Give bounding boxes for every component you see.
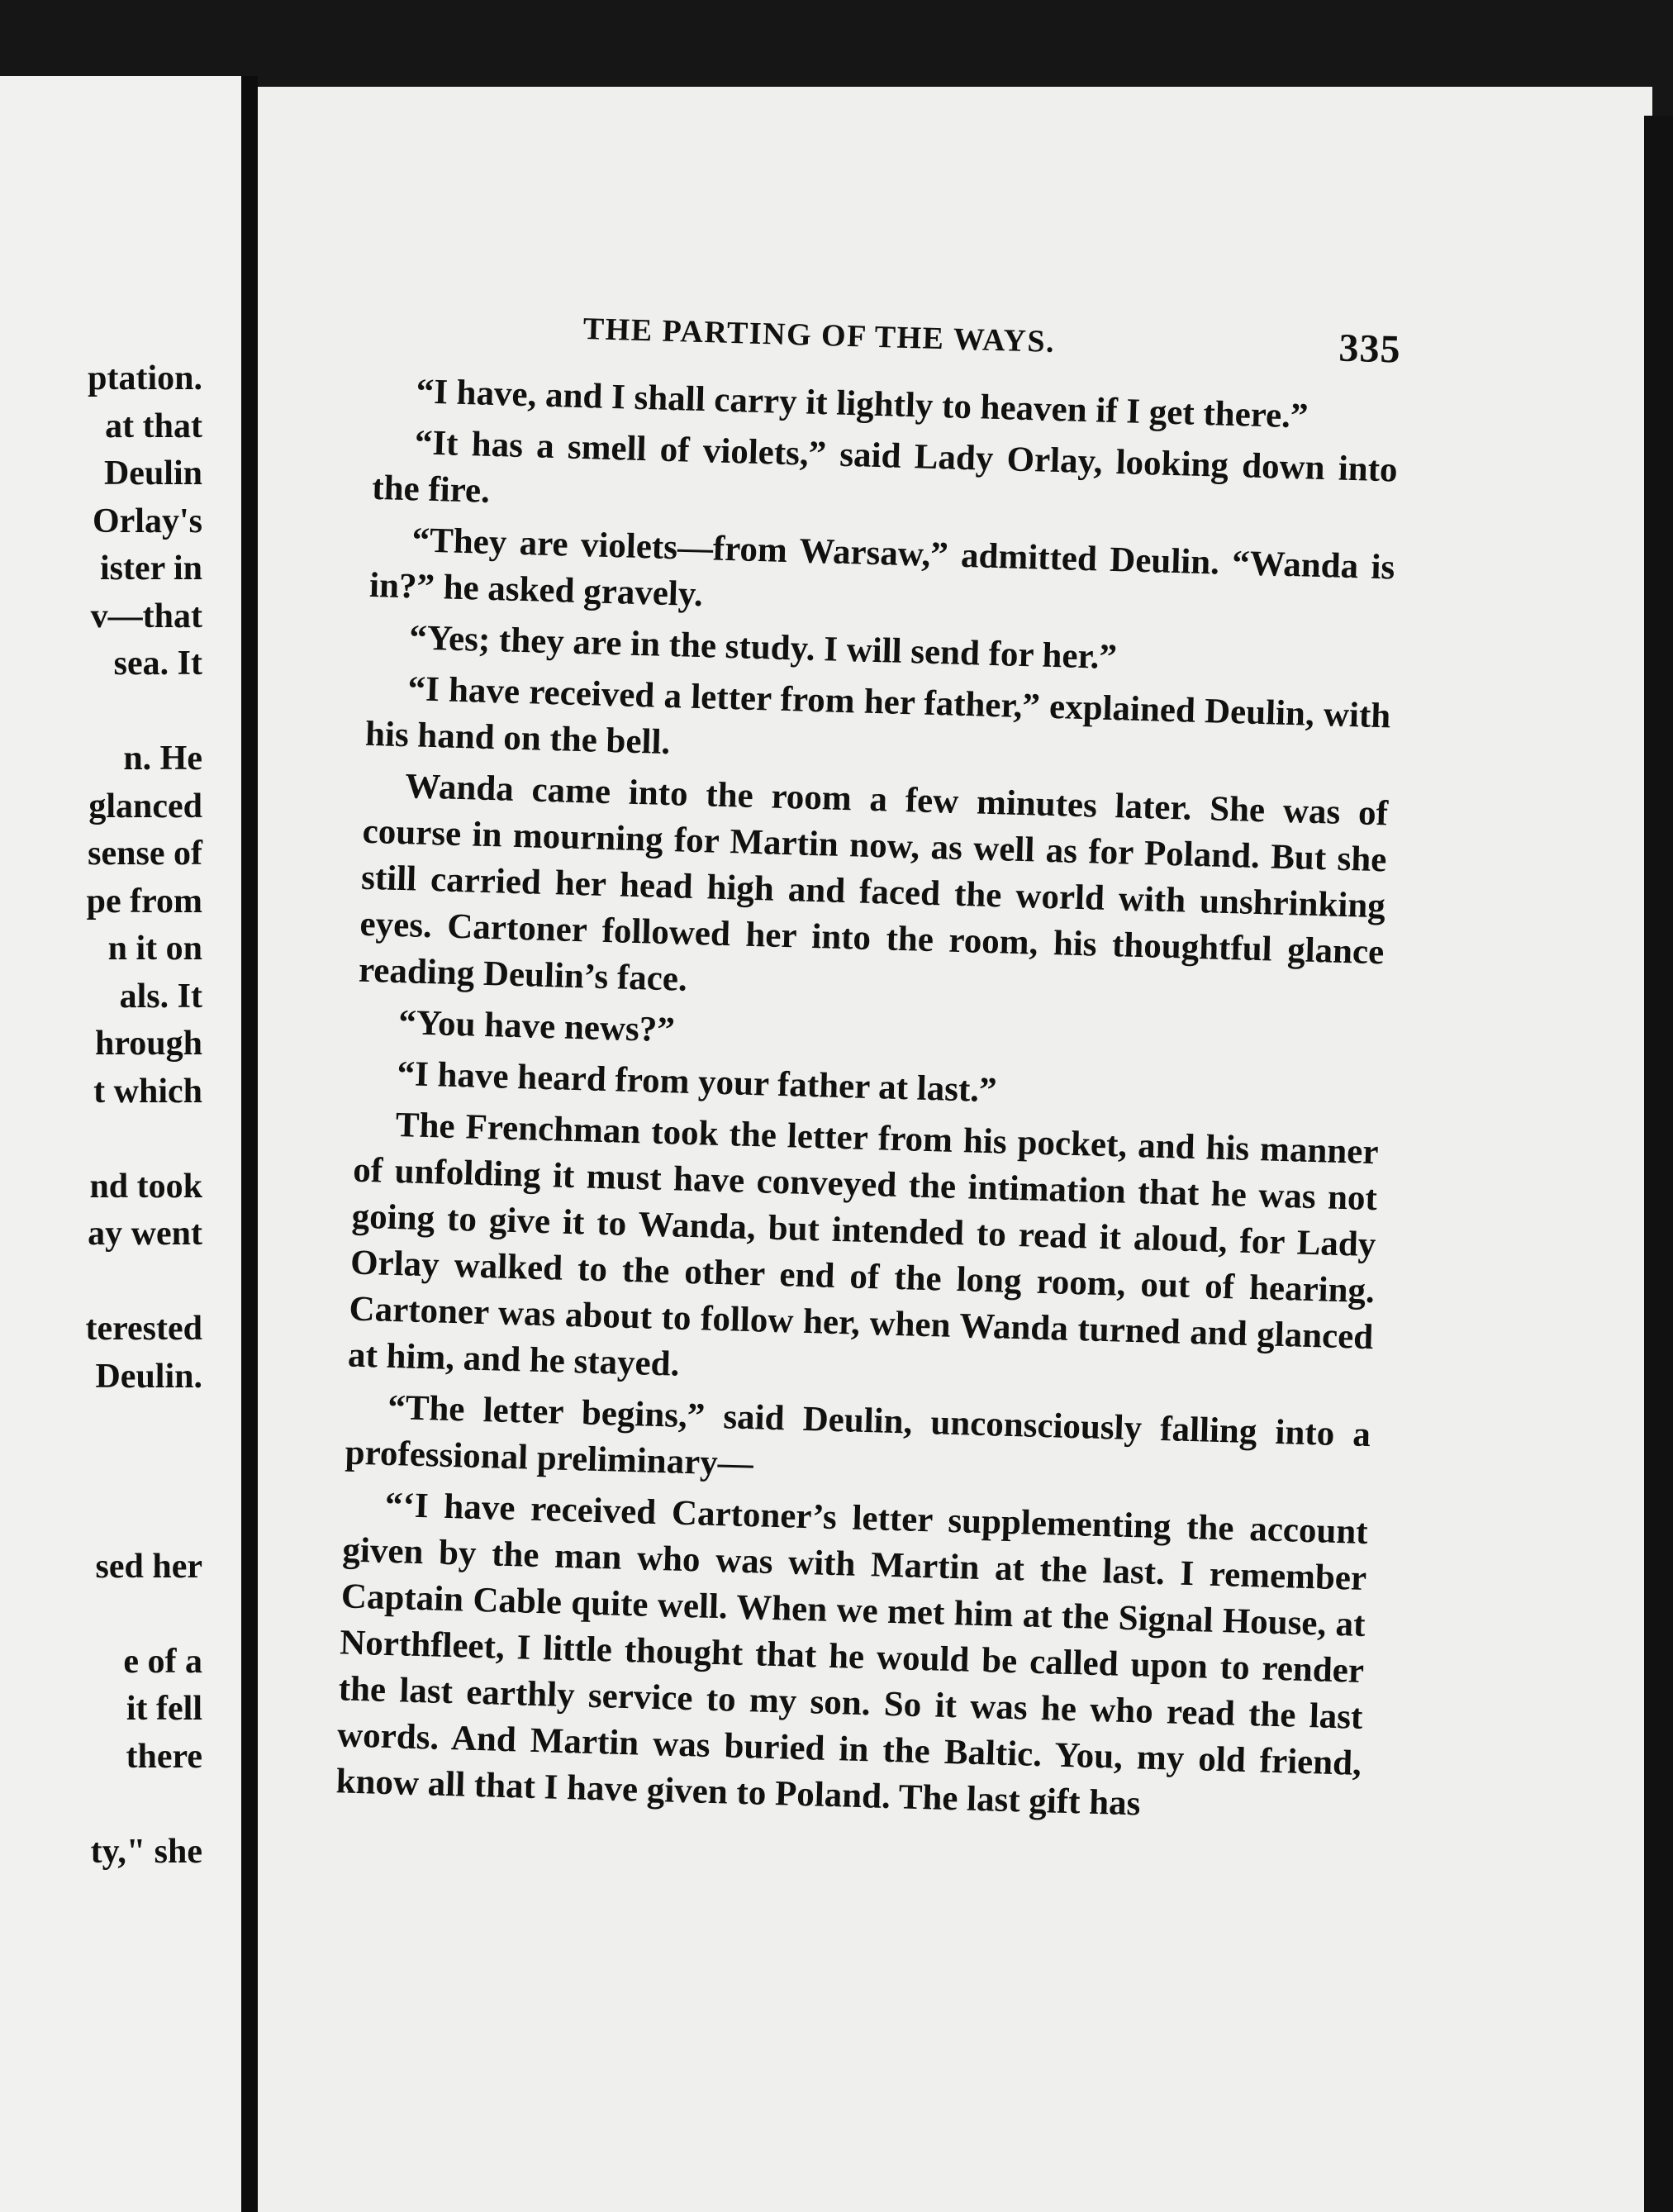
left-page-line-fragment: sea. It xyxy=(113,645,202,683)
left-page-line-fragment: ty," she xyxy=(90,1832,202,1871)
left-page-line-fragment: e of a xyxy=(123,1642,202,1681)
paragraph: “‘I have received Cartoner’s letter supplementing the account given by the man who was with Martin at the last. I remember Captain Cable quite well. When we met him at the Signal House, at Northfleet, I little thought that he would be called upon to render the last earthly service to my son. So it was he who read the last words. And Martin was buried in the Baltic. You, my old friend, know all that I have given to Poland. The last gift has xyxy=(335,1485,1369,1824)
paragraph: “I have received a letter from her father,” explained Deulin, with his hand on the bell. xyxy=(364,669,1391,763)
paragraph: “It has a smell of violets,” said Lady Orlay, looking down into the fire. xyxy=(371,423,1399,511)
left-page-line-fragment: ptation. xyxy=(88,359,202,397)
left-page-line-fragment: n. He xyxy=(123,740,202,778)
page-text-block xyxy=(335,293,1402,1834)
left-page-line-fragment: terested xyxy=(85,1310,202,1348)
left-page-line-fragment: nd took xyxy=(89,1167,202,1206)
page-number: 335 xyxy=(1338,326,1402,372)
paragraph: “I have, and I shall carry it lightly to heaven if I get there.” xyxy=(416,372,1309,436)
left-page-line-fragment: sed her xyxy=(95,1547,202,1586)
left-page-line-fragment: als. It xyxy=(119,977,202,1016)
left-page-line-fragment: v—that xyxy=(90,597,202,635)
left-page-line-fragment: Deulin xyxy=(103,454,202,492)
left-page-line-fragment: hrough xyxy=(95,1025,202,1063)
left-page-line-fragment: pe from xyxy=(86,882,202,920)
right-page xyxy=(258,87,1652,2212)
paragraph: Wanda came into the room a few minutes later. She was of course in mourning for Martin now, as well as for Poland. But she still carried her head high and faced the world with unshrinking eyes. Cartoner followed her into the room, his thoughtful glance reading Deulin’s face. xyxy=(358,767,1389,999)
left-page-line-fragment: Deulin. xyxy=(95,1357,202,1396)
left-page-line-fragment: t which xyxy=(93,1072,202,1111)
left-page-line-fragment: Orlay's xyxy=(93,502,202,540)
left-page-line-fragment: ister in xyxy=(99,549,202,587)
page-edge-shadow xyxy=(1644,116,1673,2212)
left-page-line-fragment: n it on xyxy=(107,930,202,968)
left-page-line-fragment: sense of xyxy=(88,835,202,873)
paragraph: The Frenchman took the letter from his pocket, and his manner of unfolding it must have conveyed the intimation that he was not going to give it to Wanda, but intended to read it aloud, for Lady Orlay walked to the other end of the long room, out of hearing. Cartoner was about to follow her, when Wanda turned and glanced at him, and he stayed. xyxy=(347,1106,1380,1384)
book-gutter xyxy=(241,76,258,2212)
paragraph: “I have heard from your father at last.” xyxy=(396,1054,998,1111)
running-title: THE PARTING OF THE WAYS. xyxy=(582,311,1056,359)
left-page-line-fragment: it fell xyxy=(126,1690,202,1728)
left-page-line-fragment: ay went xyxy=(88,1215,202,1253)
left-page-line-fragment: there xyxy=(126,1737,202,1776)
paragraph: “The letter begins,” said Deulin, unconsciously falling into a professional preliminary— xyxy=(345,1387,1371,1484)
paragraph: “They are violets—from Warsaw,” admitted Deulin. “Wanda is in?” he asked gravely. xyxy=(368,521,1395,615)
left-facing-page xyxy=(0,76,251,2212)
left-page-line-fragment: at that xyxy=(105,407,202,445)
paragraph: “Yes; they are in the study. I will send for her.” xyxy=(408,618,1118,678)
left-page-line-fragment: glanced xyxy=(88,787,202,825)
paragraph: “You have news?” xyxy=(397,1003,676,1050)
